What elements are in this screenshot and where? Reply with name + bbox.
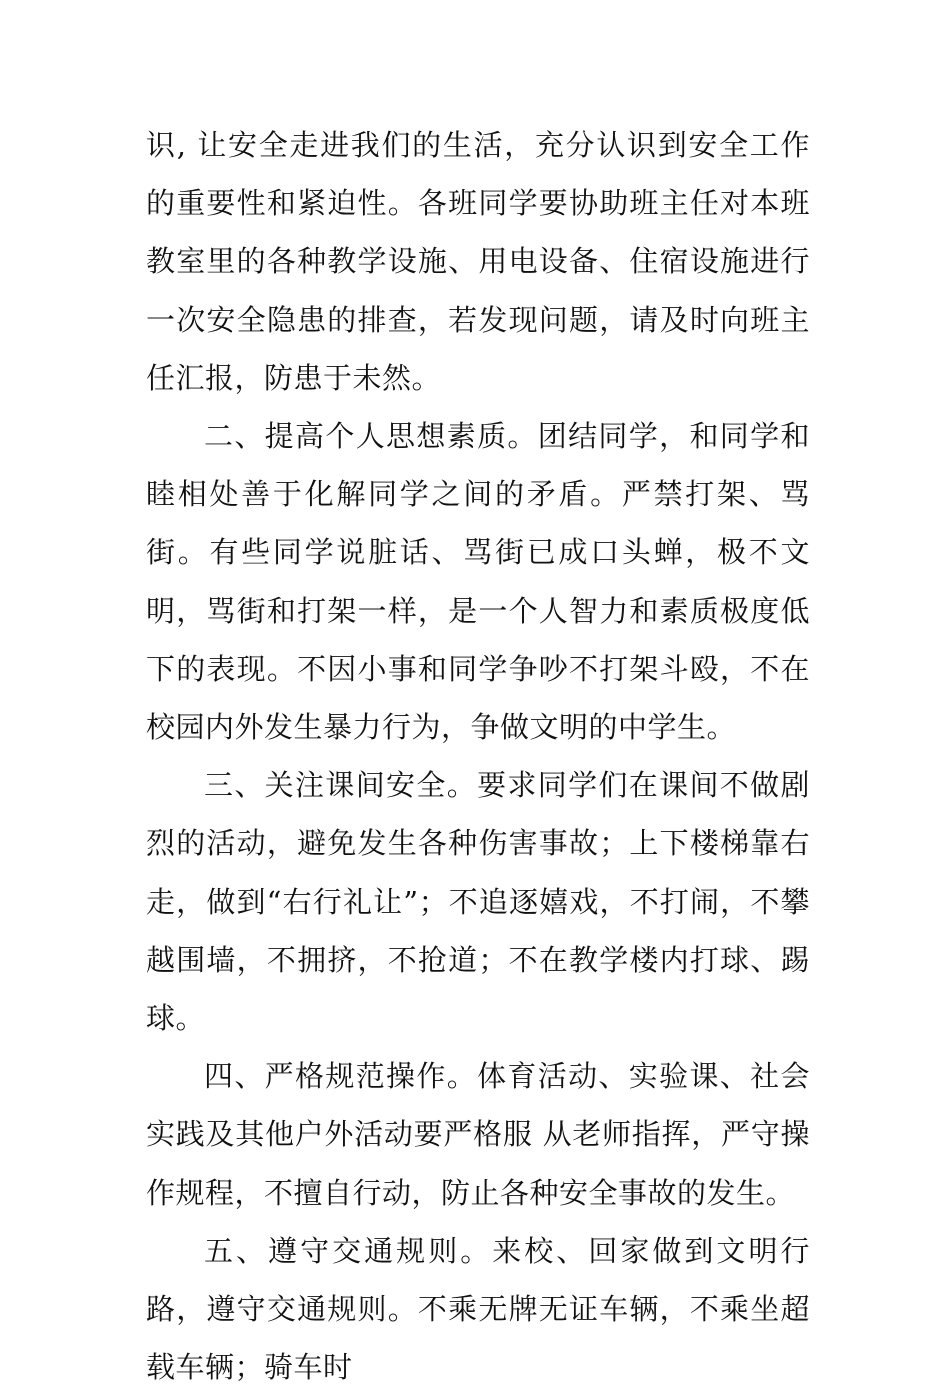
- document-body: [146, 116, 810, 1396]
- paragraph-section-3: 三、关注课间安全。要求同学们在课间不做剧烈的活动，避免发生各种伤害事故；上下楼梯靠右走，做到“右行礼让”；不追逐嬉戏，不打闹，不攀越围墙，不拥挤，不抢道；不在教学楼内打球、踢球。: [146, 768, 810, 1036]
- paragraph-section-5: 五、遵守交通规则。来校、回家做到文明行路，遵守交通规则。不乘无牌无证车辆，不乘坐超载车辆；骑车时: [146, 1233, 810, 1385]
- paragraph-section-4: 四、严格规范操作。体育活动、实验课、社会实践及其他户外活动要严格服 从老师指挥，严守操作规程，不擅自行动，防止各种安全事故的发生。: [146, 1059, 810, 1210]
- paragraph-continuation: 识, 让安全走进我们的生活，充分认识到安全工作的重要性和紧迫性。各班同学要协助班主任对本班教室里的各种教学设施、用电设备、住宿设施进行一次安全隐患的排查，若发现问题，请及时向班主任汇报，防患于未然。: [146, 128, 810, 395]
- paragraph-section-2: 二、提高个人思想素质。团结同学，和同学和睦相处善于化解同学之间的矛盾。严禁打架、骂街。有些同学说脏话、骂街已成口头蝉，极不文明，骂街和打架一样，是一个人智力和素质极度低下的表现。不因小事和同学争吵不打架斗殴，不在校园内外发生暴力行为，争做文明的中学生。: [146, 419, 810, 745]
